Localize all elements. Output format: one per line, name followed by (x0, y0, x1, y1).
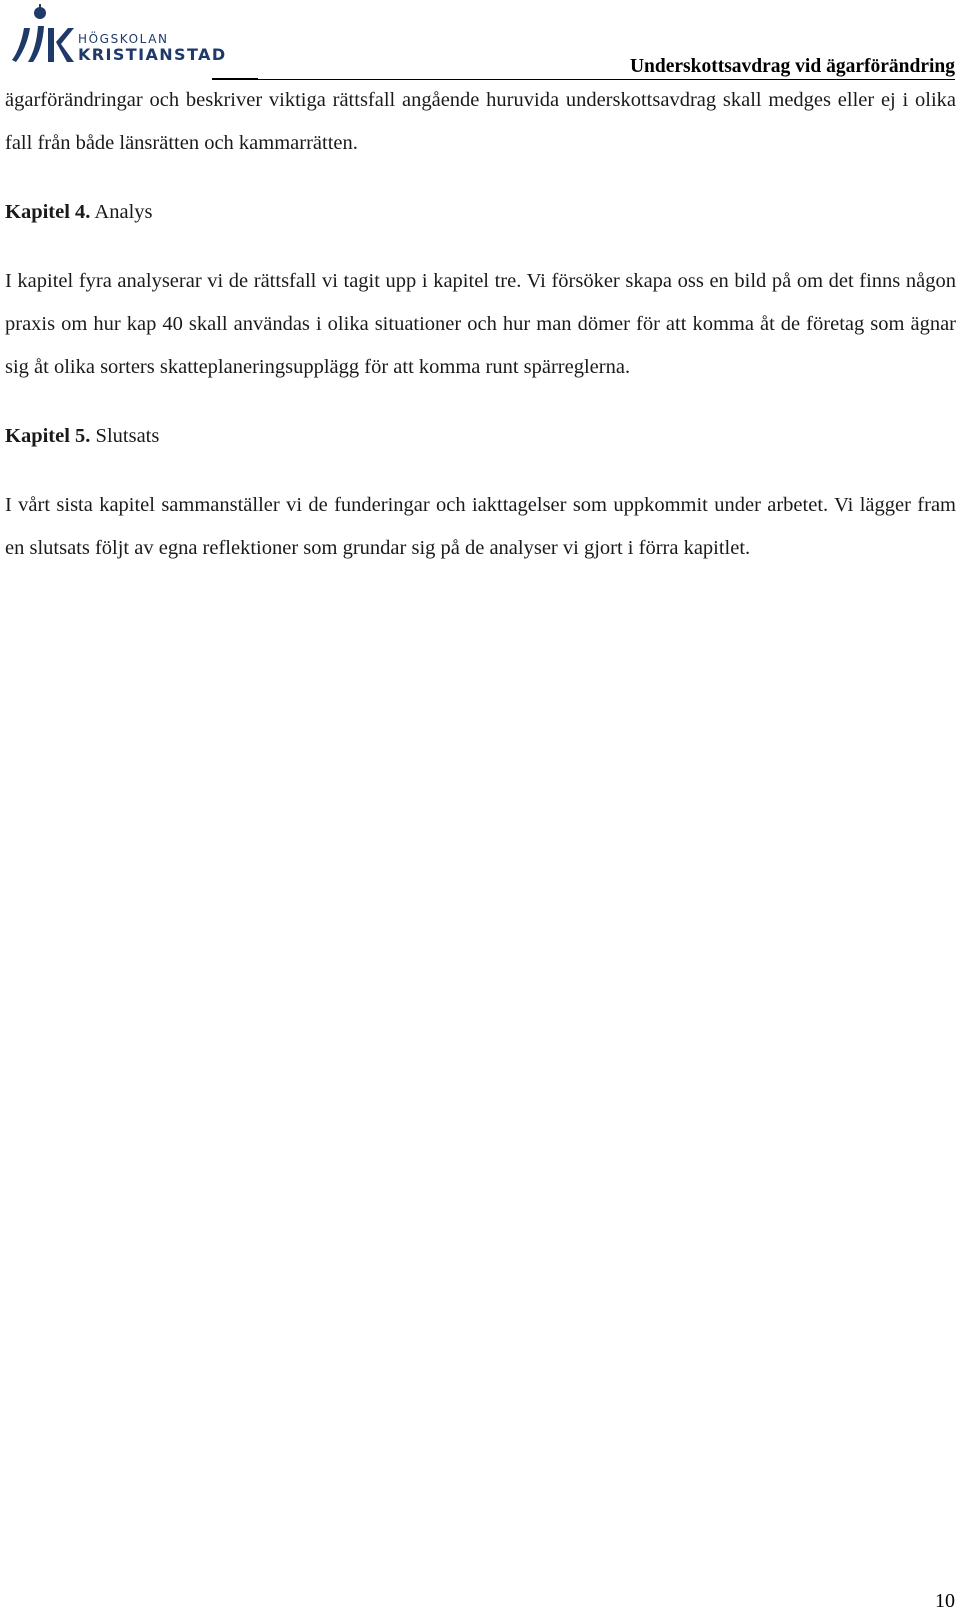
chapter-4-title: Analys (94, 201, 153, 223)
chapter-4-heading (5, 191, 956, 234)
university-logo (4, 2, 227, 66)
chapter-4-label: Kapitel 4. (5, 201, 91, 223)
chapter-5-title: Slutsats (95, 425, 160, 447)
chapter-5-label: Kapitel 5. (5, 425, 91, 447)
logo-text-line2: KRISTIANSTAD (78, 45, 227, 64)
chapter-5-heading (5, 415, 956, 458)
logo-emblem-icon (4, 2, 78, 66)
paragraph-intro-continuation: ägarförändringar och beskriver viktiga rättsfall angående huruvida underskottsavdrag skall medges eller ej i olika fall från både länsrätten och kammarrätten. (5, 89, 956, 154)
page-number: 10 (935, 1590, 955, 1612)
logo-text-line1: HÖGSKOLAN (78, 32, 169, 46)
running-header-title: Underskottsavdrag vid ägarförändring (629, 56, 955, 77)
page-body (5, 79, 956, 570)
chapter-4-description: I kapitel fyra analyserar vi de rättsfall vi tagit upp i kapitel tre. Vi försöker skapa oss en bild på om det finns någon praxis om hur kap 40 skall användas i olika situationer och hur man dömer för att komma åt de företag som ägnar sig åt olika sorters skatteplaneringsupplägg för att komma runt spärreglerna. (5, 270, 956, 378)
chapter-5-description: I vårt sista kapitel sammanställer vi de funderingar och iakttagelser som uppkommit under arbetet. Vi lägger fram en slutsats följt av egna reflektioner som grundar sig på de analyser vi gjort i förra kapitlet. (5, 494, 956, 559)
